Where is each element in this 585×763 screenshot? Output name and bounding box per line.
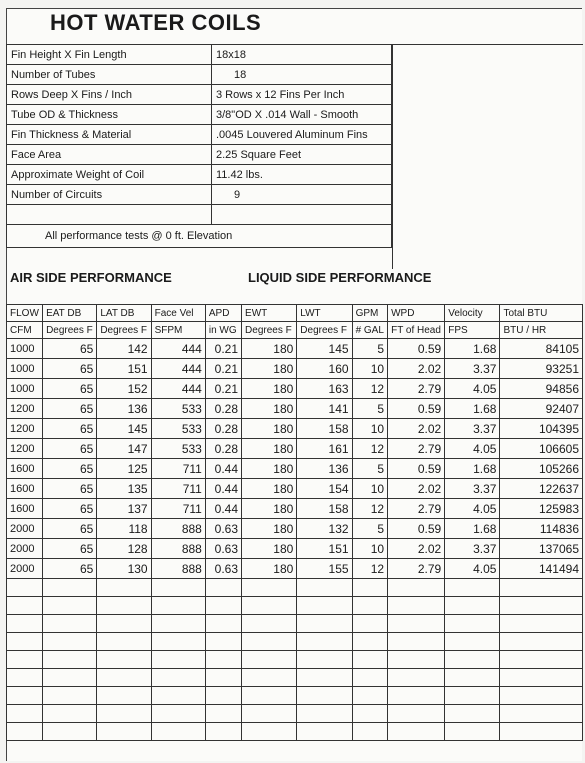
- table-cell: 0.21: [205, 379, 241, 399]
- table-cell: 158: [297, 419, 352, 439]
- table-row: [7, 399, 583, 419]
- table-cell: 0.21: [205, 359, 241, 379]
- table-cell: 180: [242, 359, 297, 379]
- table-cell: 0.59: [388, 339, 445, 359]
- table-cell: 1.68: [445, 519, 500, 539]
- table-cell: 137: [97, 499, 151, 519]
- table-cell: 141: [297, 399, 352, 419]
- table-cell: 533: [151, 399, 205, 419]
- table-cell: 2.79: [388, 499, 445, 519]
- spec-label: Rows Deep X Fins / Inch: [7, 85, 212, 105]
- table-cell: 2000: [7, 559, 43, 579]
- table-cell: 65: [43, 379, 97, 399]
- table-cell: 12: [352, 439, 388, 459]
- spec-row: [7, 165, 392, 185]
- table-cell: 180: [242, 439, 297, 459]
- table-cell: 65: [43, 399, 97, 419]
- table-row: [7, 479, 583, 499]
- table-cell: 141494: [500, 559, 583, 579]
- empty-row: [7, 669, 583, 687]
- spec-label: Fin Thickness & Material: [7, 125, 212, 145]
- spec-row: [7, 45, 392, 65]
- elevation-note-row: [7, 225, 392, 248]
- table-cell: 711: [151, 499, 205, 519]
- table-cell: 93251: [500, 359, 583, 379]
- table-cell: 84105: [500, 339, 583, 359]
- table-cell: 444: [151, 359, 205, 379]
- table-cell: 0.59: [388, 519, 445, 539]
- column-header: SFPM: [151, 322, 205, 339]
- table-cell: 135: [97, 479, 151, 499]
- table-row: [7, 539, 583, 559]
- table-cell: 104395: [500, 419, 583, 439]
- column-header: EWT: [242, 305, 297, 322]
- column-header: CFM: [7, 322, 43, 339]
- table-cell: 1000: [7, 359, 43, 379]
- table-row: [7, 499, 583, 519]
- spec-row: [7, 65, 392, 85]
- table-cell: 3.37: [445, 359, 500, 379]
- table-cell: 444: [151, 339, 205, 359]
- spec-value: .0045 Louvered Aluminum Fins: [212, 125, 392, 145]
- table-cell: 5: [352, 399, 388, 419]
- table-row: [7, 359, 583, 379]
- table-cell: 128: [97, 539, 151, 559]
- table-cell: 0.28: [205, 439, 241, 459]
- table-cell: 3.37: [445, 539, 500, 559]
- table-cell: 142: [97, 339, 151, 359]
- empty-row: [7, 687, 583, 705]
- spec-label: Fin Height X Fin Length: [7, 45, 212, 65]
- table-cell: 888: [151, 559, 205, 579]
- table-cell: 1200: [7, 419, 43, 439]
- table-cell: 0.44: [205, 499, 241, 519]
- table-cell: 5: [352, 339, 388, 359]
- table-cell: 0.59: [388, 459, 445, 479]
- table-cell: 161: [297, 439, 352, 459]
- performance-table: [6, 304, 583, 741]
- table-cell: 711: [151, 459, 205, 479]
- table-cell: 65: [43, 419, 97, 439]
- table-row: [7, 379, 583, 399]
- table-cell: 65: [43, 359, 97, 379]
- empty-row: [7, 597, 583, 615]
- spec-row: [7, 105, 392, 125]
- column-header: FPS: [445, 322, 500, 339]
- empty-row: [7, 705, 583, 723]
- table-row: [7, 439, 583, 459]
- column-header: FT of Head: [388, 322, 445, 339]
- spec-value: 18: [212, 65, 392, 85]
- column-header: FLOW: [7, 305, 43, 322]
- elevation-note: All performance tests @ 0 ft. Elevation: [7, 225, 392, 248]
- table-cell: 180: [242, 379, 297, 399]
- table-cell: 533: [151, 419, 205, 439]
- table-cell: 1.68: [445, 459, 500, 479]
- table-cell: 65: [43, 339, 97, 359]
- table-cell: 2000: [7, 519, 43, 539]
- table-cell: 114836: [500, 519, 583, 539]
- table-cell: 1.68: [445, 339, 500, 359]
- table-cell: 118: [97, 519, 151, 539]
- table-cell: 65: [43, 559, 97, 579]
- table-cell: 4.05: [445, 559, 500, 579]
- column-header: BTU / HR: [500, 322, 583, 339]
- table-cell: 136: [297, 459, 352, 479]
- table-cell: 125: [97, 459, 151, 479]
- table-cell: 180: [242, 419, 297, 439]
- table-cell: 1600: [7, 459, 43, 479]
- empty-row: [7, 579, 583, 597]
- table-cell: 180: [242, 519, 297, 539]
- column-header: LWT: [297, 305, 352, 322]
- table-cell: 152: [97, 379, 151, 399]
- table-cell: 65: [43, 499, 97, 519]
- table-cell: 1600: [7, 499, 43, 519]
- table-cell: 0.28: [205, 399, 241, 419]
- column-header: WPD: [388, 305, 445, 322]
- table-cell: 444: [151, 379, 205, 399]
- table-cell: 125983: [500, 499, 583, 519]
- table-row: [7, 559, 583, 579]
- table-cell: 147: [97, 439, 151, 459]
- table-cell: 533: [151, 439, 205, 459]
- table-cell: 1.68: [445, 399, 500, 419]
- spec-value: 3/8"OD X .014 Wall - Smooth: [212, 105, 392, 125]
- spec-value: 2.25 Square Feet: [212, 145, 392, 165]
- table-row: [7, 459, 583, 479]
- empty-row: [7, 723, 583, 741]
- table-cell: 12: [352, 379, 388, 399]
- table-cell: 5: [352, 519, 388, 539]
- spec-row: [7, 145, 392, 165]
- table-cell: 2.79: [388, 439, 445, 459]
- table-cell: 130: [97, 559, 151, 579]
- table-cell: 10: [352, 539, 388, 559]
- table-row: [7, 419, 583, 439]
- column-header: Degrees F: [43, 322, 97, 339]
- table-cell: 65: [43, 439, 97, 459]
- empty-row: [7, 633, 583, 651]
- table-cell: 0.44: [205, 459, 241, 479]
- table-cell: 65: [43, 459, 97, 479]
- table-cell: 888: [151, 519, 205, 539]
- table-cell: 180: [242, 559, 297, 579]
- table-cell: 145: [97, 419, 151, 439]
- table-cell: 1000: [7, 339, 43, 359]
- spec-row: [7, 85, 392, 105]
- table-cell: 65: [43, 519, 97, 539]
- column-header: LAT DB: [97, 305, 151, 322]
- table-cell: 132: [297, 519, 352, 539]
- spec-row: [7, 185, 392, 205]
- table-cell: 0.44: [205, 479, 241, 499]
- table-cell: 0.59: [388, 399, 445, 419]
- table-cell: 2000: [7, 539, 43, 559]
- table-cell: 65: [43, 479, 97, 499]
- column-header: Degrees F: [297, 322, 352, 339]
- table-cell: 94856: [500, 379, 583, 399]
- table-cell: 1200: [7, 399, 43, 419]
- air-side-title: AIR SIDE PERFORMANCE: [10, 270, 172, 285]
- table-cell: 2.79: [388, 379, 445, 399]
- spec-table: [6, 44, 392, 248]
- table-cell: 151: [97, 359, 151, 379]
- table-cell: 0.21: [205, 339, 241, 359]
- table-cell: 10: [352, 359, 388, 379]
- table-cell: 2.79: [388, 559, 445, 579]
- table-cell: 4.05: [445, 499, 500, 519]
- table-cell: 3.37: [445, 479, 500, 499]
- table-cell: 1000: [7, 379, 43, 399]
- spec-label: Number of Circuits: [7, 185, 212, 205]
- spec-value: 3 Rows x 12 Fins Per Inch: [212, 85, 392, 105]
- table-cell: 10: [352, 419, 388, 439]
- table-cell: 180: [242, 499, 297, 519]
- page-title: HOT WATER COILS: [50, 10, 262, 35]
- table-cell: 137065: [500, 539, 583, 559]
- column-header: # GAL: [352, 322, 388, 339]
- table-cell: 711: [151, 479, 205, 499]
- table-cell: 163: [297, 379, 352, 399]
- header-row: [7, 322, 583, 339]
- spec-label: Face Area: [7, 145, 212, 165]
- table-cell: 145: [297, 339, 352, 359]
- table-cell: 3.37: [445, 419, 500, 439]
- spec-blank-row: [7, 205, 392, 225]
- table-cell: 158: [297, 499, 352, 519]
- table-cell: 154: [297, 479, 352, 499]
- spec-side-box: [392, 44, 583, 269]
- table-cell: 180: [242, 339, 297, 359]
- table-cell: 160: [297, 359, 352, 379]
- table-cell: 0.28: [205, 419, 241, 439]
- empty-row: [7, 651, 583, 669]
- table-cell: 180: [242, 479, 297, 499]
- column-header: Face Vel: [151, 305, 205, 322]
- column-header: Total BTU: [500, 305, 583, 322]
- table-cell: 5: [352, 459, 388, 479]
- column-header: Degrees F: [242, 322, 297, 339]
- table-cell: 105266: [500, 459, 583, 479]
- spec-label: Approximate Weight of Coil: [7, 165, 212, 185]
- spec-label: Tube OD & Thickness: [7, 105, 212, 125]
- table-cell: 2.02: [388, 419, 445, 439]
- table-cell: 4.05: [445, 439, 500, 459]
- column-header: APD: [205, 305, 241, 322]
- table-cell: 65: [43, 539, 97, 559]
- table-cell: 2.02: [388, 359, 445, 379]
- table-cell: 4.05: [445, 379, 500, 399]
- spec-row: [7, 125, 392, 145]
- liquid-side-title: LIQUID SIDE PERFORMANCE: [248, 270, 432, 285]
- column-header: in WG: [205, 322, 241, 339]
- spec-value: 18x18: [212, 45, 392, 65]
- table-cell: 155: [297, 559, 352, 579]
- table-cell: 12: [352, 559, 388, 579]
- table-cell: 2.02: [388, 479, 445, 499]
- table-cell: 1600: [7, 479, 43, 499]
- table-cell: 180: [242, 459, 297, 479]
- table-cell: 12: [352, 499, 388, 519]
- spec-label: Number of Tubes: [7, 65, 212, 85]
- table-cell: 106605: [500, 439, 583, 459]
- table-cell: 0.63: [205, 519, 241, 539]
- table-cell: 136: [97, 399, 151, 419]
- table-cell: 92407: [500, 399, 583, 419]
- spec-value: 11.42 lbs.: [212, 165, 392, 185]
- table-cell: 151: [297, 539, 352, 559]
- column-header: GPM: [352, 305, 388, 322]
- empty-row: [7, 615, 583, 633]
- column-header: Degrees F: [97, 322, 151, 339]
- table-cell: 2.02: [388, 539, 445, 559]
- table-cell: 122637: [500, 479, 583, 499]
- header-row: [7, 305, 583, 322]
- column-header: Velocity: [445, 305, 500, 322]
- table-cell: 180: [242, 539, 297, 559]
- table-cell: 10: [352, 479, 388, 499]
- table-row: [7, 519, 583, 539]
- table-cell: 180: [242, 399, 297, 419]
- table-row: [7, 339, 583, 359]
- table-cell: 888: [151, 539, 205, 559]
- table-cell: 0.63: [205, 539, 241, 559]
- spec-value: 9: [212, 185, 392, 205]
- column-header: EAT DB: [43, 305, 97, 322]
- table-cell: 1200: [7, 439, 43, 459]
- table-cell: 0.63: [205, 559, 241, 579]
